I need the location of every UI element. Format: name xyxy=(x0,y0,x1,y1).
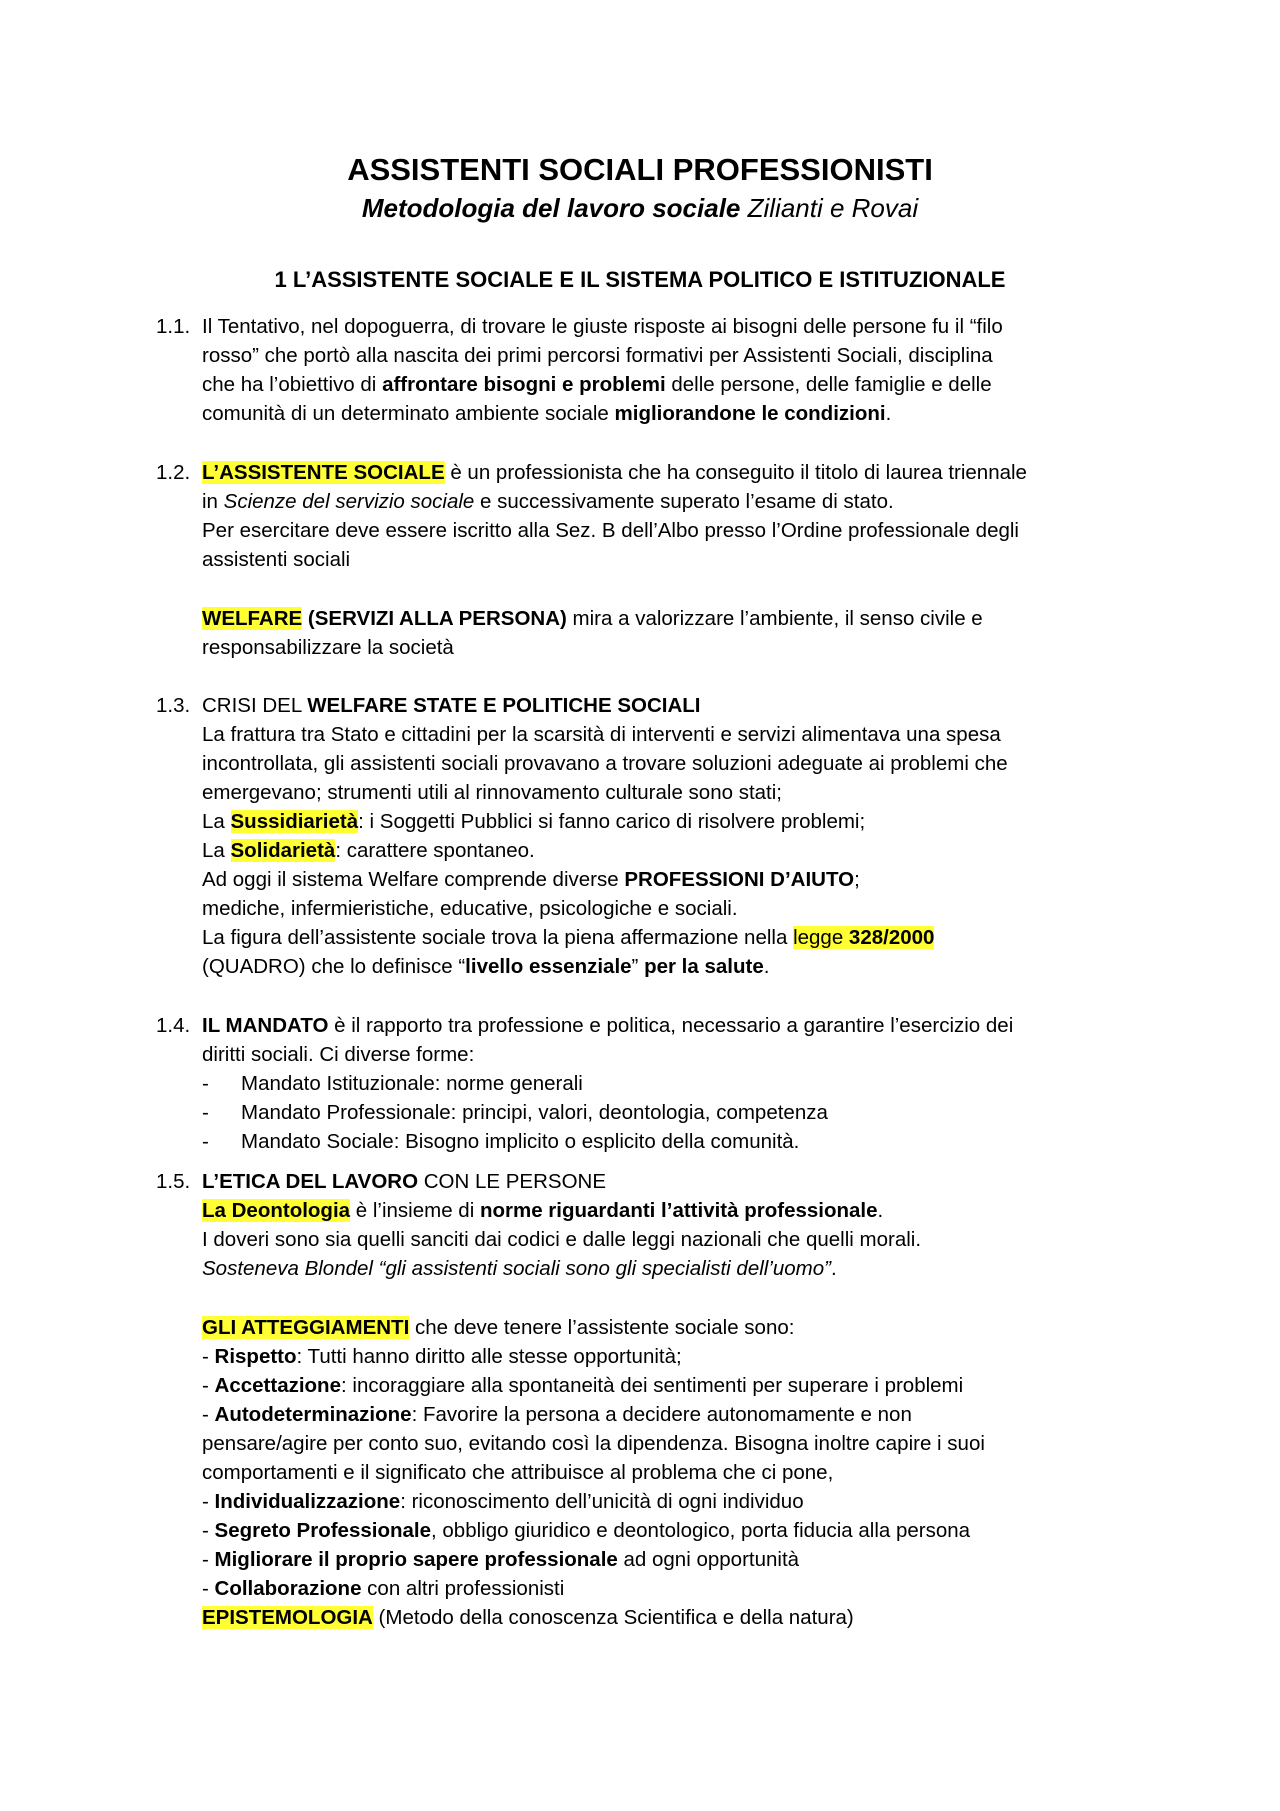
item-number-1-3: 1.3. xyxy=(156,694,191,717)
text-run: mira a valorizzare l’ambiente, il senso civile e xyxy=(566,607,983,630)
highlighted-term: La Deontologia xyxy=(202,1199,351,1222)
text-run: La xyxy=(202,839,231,862)
bold-run: (SERVIZI ALLA PERSONA) xyxy=(302,607,567,630)
text-run: : incoraggiare alla spontaneità dei sentimenti per superare i problemi xyxy=(341,1374,964,1397)
paragraph-line xyxy=(202,953,769,981)
paragraph-line: Per esercitare deve essere iscritto alla Sez. B dell’Albo presso l’Ordine professionale degli xyxy=(202,519,1019,542)
text-run: in xyxy=(202,490,224,513)
text-run: , obbligo giuridico e deontologico, porta fiducia alla persona xyxy=(431,1519,971,1542)
attitude-item xyxy=(202,1517,970,1545)
attitude-item xyxy=(202,1372,963,1400)
paragraph-line: assistenti sociali xyxy=(202,548,351,571)
text-run: : Tutti hanno diritto alle stesse opportunità; xyxy=(296,1345,682,1368)
document-subtitle xyxy=(0,192,1280,224)
list-bullet: - xyxy=(202,1072,209,1095)
paragraph-line xyxy=(202,1168,606,1196)
text-run: . xyxy=(763,955,770,978)
text-run: e successivamente superato l’esame di stato. xyxy=(474,490,894,513)
paragraph-line: emergevano; strumenti utili al rinnovamento culturale sono stati; xyxy=(202,781,782,804)
text-run: Ad oggi il sistema Welfare comprende diverse xyxy=(202,868,625,891)
text-run: CRISI DEL xyxy=(202,694,308,717)
bold-run: norme riguardanti l’attività professionale xyxy=(479,1199,878,1222)
attitude-item xyxy=(202,1546,799,1574)
paragraph-line: responsabilizzare la società xyxy=(202,636,454,659)
paragraph-line xyxy=(202,488,894,516)
text-run: . xyxy=(885,402,892,425)
highlighted-term: L’ASSISTENTE SOCIALE xyxy=(202,461,445,484)
attitude-item xyxy=(202,1575,564,1603)
paragraph-line: comportamenti e il significato che attribuisce al problema che ci pone, xyxy=(202,1461,834,1484)
highlighted-term: Sussidiarietà xyxy=(230,810,359,833)
attitude-item xyxy=(202,1343,682,1371)
text-run: ad ogni opportunità xyxy=(617,1548,800,1571)
subtitle-authors: Zilianti e Rovai xyxy=(740,193,919,223)
bold-run: PROFESSIONI D’AIUTO xyxy=(624,868,855,891)
bold-run: WELFARE STATE E POLITICHE SOCIALI xyxy=(307,694,701,717)
paragraph-line: Il Tentativo, nel dopoguerra, di trovare le giuste risposte ai bisogni delle persone fu il “filo xyxy=(202,315,1003,338)
highlighted-term xyxy=(793,926,934,949)
text-run: - xyxy=(202,1490,215,1513)
bold-run: Rispetto xyxy=(214,1345,297,1368)
highlighted-term: GLI ATTEGGIAMENTI xyxy=(202,1316,410,1339)
item-number-1-4: 1.4. xyxy=(156,1014,191,1037)
bold-run: affrontare bisogni e problemi xyxy=(382,373,666,396)
paragraph-line xyxy=(202,400,891,428)
bold-run: 328/2000 xyxy=(848,926,935,949)
text-run: : carattere spontaneo. xyxy=(335,839,535,862)
highlighted-term: EPISTEMOLOGIA xyxy=(202,1606,373,1629)
paragraph-line: rosso” che portò alla nascita dei primi percorsi formativi per Assistenti Sociali, disciplina xyxy=(202,344,993,367)
list-item: Mandato Professionale: principi, valori, deontologia, competenza xyxy=(241,1101,828,1124)
text-run: comunità di un determinato ambiente sociale xyxy=(202,402,615,425)
paragraph-line: incontrollata, gli assistenti sociali provavano a trovare soluzioni adeguate ai problemi che xyxy=(202,752,1008,775)
highlighted-term: WELFARE xyxy=(202,607,303,630)
paragraph-line xyxy=(202,1255,837,1283)
highlighted-term: Solidarietà xyxy=(230,839,336,862)
attitude-item xyxy=(202,1488,804,1516)
list-item: Mandato Sociale: Bisogno implicito o esplicito della comunità. xyxy=(241,1130,800,1153)
paragraph-line: diritti sociali. Ci diverse forme: xyxy=(202,1043,475,1066)
text-run: delle persone, delle famiglie e delle xyxy=(665,373,992,396)
text-run: - xyxy=(202,1548,215,1571)
text-run: : i Soggetti Pubblici si fanno carico di risolvere problemi; xyxy=(358,810,866,833)
text-run: (Metodo della conoscenza Scientifica e della natura) xyxy=(372,1606,854,1629)
bold-run: Accettazione xyxy=(214,1374,341,1397)
italic-run: Sosteneva Blondel “gli assistenti sociali sono gli specialisti dell’uomo” xyxy=(202,1257,831,1280)
bold-run: IL MANDATO xyxy=(202,1014,329,1037)
text-run: è l’insieme di xyxy=(350,1199,480,1222)
item-number-1-2: 1.2. xyxy=(156,461,191,484)
paragraph-line xyxy=(202,808,865,836)
text-run: è un professionista che ha conseguito il titolo di laurea triennale xyxy=(444,461,1027,484)
text-run: : riconoscimento dell’unicità di ogni individuo xyxy=(400,1490,804,1513)
list-item: Mandato Istituzionale: norme generali xyxy=(241,1072,583,1095)
text-run: legge xyxy=(793,926,849,949)
text-run: - xyxy=(202,1403,215,1426)
paragraph-line xyxy=(202,837,535,865)
paragraph-line xyxy=(202,1012,1013,1040)
text-run: - xyxy=(202,1345,215,1368)
text-run: La figura dell’assistente sociale trova la piena affermazione nella xyxy=(202,926,794,949)
text-run: CON LE PERSONE xyxy=(418,1170,606,1193)
text-run: con altri professionisti xyxy=(361,1577,565,1600)
text-run: . xyxy=(877,1199,884,1222)
text-run: - xyxy=(202,1374,215,1397)
paragraph-line xyxy=(202,692,701,720)
item-number-1-1: 1.1. xyxy=(156,315,191,338)
bold-run: Individualizzazione xyxy=(214,1490,401,1513)
text-run: (QUADRO) che lo definisce “ xyxy=(202,955,466,978)
paragraph-line xyxy=(202,1604,854,1632)
paragraph-line: La frattura tra Stato e cittadini per la scarsità di interventi e servizi alimentava una spesa xyxy=(202,723,1001,746)
paragraph-line: pensare/agire per conto suo, evitando così la dipendenza. Bisogna inoltre capire i suoi xyxy=(202,1432,985,1455)
bold-run: migliorandone le condizioni xyxy=(614,402,886,425)
item-number-1-5: 1.5. xyxy=(156,1170,191,1193)
text-run: : Favorire la persona a decidere autonomamente e non xyxy=(411,1403,912,1426)
paragraph-line xyxy=(202,371,992,399)
bold-run: per la salute xyxy=(644,955,764,978)
text-run: La xyxy=(202,810,231,833)
paragraph-line xyxy=(202,1197,883,1225)
text-run: - xyxy=(202,1519,215,1542)
text-run: ; xyxy=(854,868,860,891)
list-bullet: - xyxy=(202,1130,209,1153)
paragraph-line: I doveri sono sia quelli sanciti dai codici e dalle leggi nazionali che quelli morali. xyxy=(202,1228,922,1251)
paragraph-line xyxy=(202,866,860,894)
italic-run: Scienze del servizio sociale xyxy=(223,490,475,513)
bold-run: livello essenziale xyxy=(465,955,632,978)
text-run: che ha l’obiettivo di xyxy=(202,373,383,396)
subtitle-book: Metodologia del lavoro sociale xyxy=(361,193,741,223)
paragraph-line xyxy=(202,605,983,633)
text-run: ” xyxy=(631,955,645,978)
text-run: . xyxy=(830,1257,837,1280)
bold-run: Autodeterminazione xyxy=(214,1403,412,1426)
list-bullet: - xyxy=(202,1101,209,1124)
text-run: che deve tenere l’assistente sociale sono: xyxy=(409,1316,795,1339)
text-run: - xyxy=(202,1577,215,1600)
bold-run: Collaborazione xyxy=(214,1577,362,1600)
text-run: è il rapporto tra professione e politica, necessario a garantire l’esercizio dei xyxy=(328,1014,1014,1037)
document-title: ASSISTENTI SOCIALI PROFESSIONISTI xyxy=(347,152,933,187)
paragraph-line xyxy=(202,1314,794,1342)
bold-run: Migliorare il proprio sapere professionale xyxy=(214,1548,618,1571)
bold-run: Segreto Professionale xyxy=(214,1519,431,1542)
bold-run: L’ETICA DEL LAVORO xyxy=(202,1170,419,1193)
paragraph-line xyxy=(202,459,1027,487)
paragraph-line xyxy=(202,924,934,952)
attitude-item xyxy=(202,1401,912,1429)
paragraph-line: mediche, infermieristiche, educative, psicologiche e sociali. xyxy=(202,897,738,920)
section-heading: 1 L’ASSISTENTE SOCIALE E IL SISTEMA POLITICO E ISTITUZIONALE xyxy=(274,267,1006,292)
